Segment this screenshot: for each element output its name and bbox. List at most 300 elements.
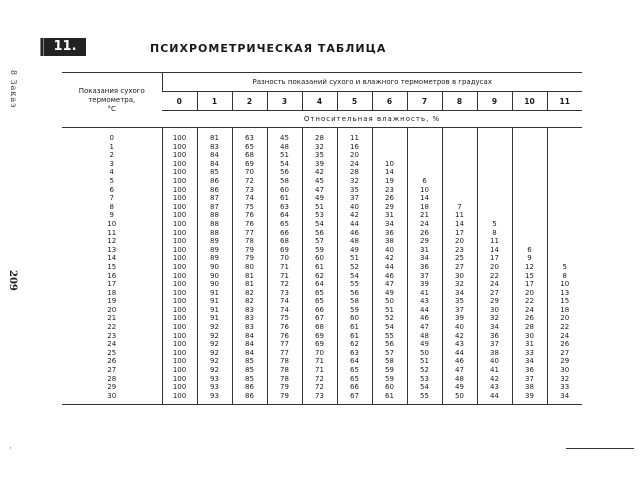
difference-cell: 3 [267,92,302,111]
humidity-cell: 83 [232,323,267,332]
humidity-cell: 50 [442,392,477,405]
humidity-cell: 39 [407,280,442,289]
humidity-cell [547,151,582,160]
humidity-cell: 52 [372,314,407,323]
humidity-cell: 75 [232,203,267,212]
humidity-cell: 56 [267,168,302,177]
humidity-cell: 68 [232,151,267,160]
humidity-cell [512,220,547,229]
humidity-cell: 77 [267,340,302,349]
humidity-cell: 92 [197,323,232,332]
humidity-cell: 75 [267,314,302,323]
humidity-cell: 77 [232,229,267,238]
humidity-cell: 30 [477,306,512,315]
humidity-cell: 90 [197,263,232,272]
humidity-cell: 26 [512,314,547,323]
humidity-cell: 88 [197,211,232,220]
humidity-cell: 90 [197,280,232,289]
dry-thermometer-header [62,73,162,128]
humidity-cell [407,143,442,152]
temperature-cell: 22 [107,323,117,332]
humidity-cell: 51 [407,357,442,366]
difference-cell: 10 [512,92,547,111]
humidity-cell: 49 [407,340,442,349]
humidity-cell: 15 [512,272,547,281]
humidity-cell: 32 [547,375,582,384]
humidity-cell: 57 [302,237,337,246]
humidity-cell [372,143,407,152]
humidity-cell: 89 [197,246,232,255]
humidity-cell: 56 [337,289,372,298]
humidity-cell: 40 [442,323,477,332]
temperature-cell: 24 [107,340,117,349]
humidity-cell: 41 [407,289,442,298]
humidity-cell: 61 [267,194,302,203]
humidity-cell: 6 [407,177,442,186]
table-row [62,314,582,323]
humidity-cell: 42 [477,375,512,384]
humidity-cell: 20 [442,237,477,246]
humidity-cell [477,143,512,152]
humidity-cell: 54 [337,272,372,281]
humidity-cell [547,160,582,169]
humidity-cell: 28 [337,168,372,177]
humidity-cell: 83 [232,306,267,315]
humidity-cell [547,177,582,186]
humidity-cell: 92 [197,366,232,375]
humidity-cell: 100 [162,297,197,306]
humidity-cell: 78 [267,375,302,384]
humidity-cell: 80 [232,263,267,272]
humidity-cell: 76 [267,332,302,341]
humidity-cell: 8 [477,229,512,238]
humidity-cell: 90 [197,272,232,281]
humidity-cell: 56 [302,229,337,238]
humidity-cell: 93 [197,392,232,405]
humidity-cell [477,194,512,203]
humidity-cell: 100 [162,306,197,315]
humidity-cell: 83 [197,143,232,152]
humidity-cell [442,143,477,152]
humidity-cell: 71 [267,263,302,272]
temperature-cell: 19 [107,297,117,306]
humidity-cell: 31 [407,246,442,255]
table-row [62,128,582,143]
humidity-cell: 42 [442,332,477,341]
temperature-cell: 4 [109,168,114,177]
humidity-cell: 56 [372,340,407,349]
humidity-cell: 65 [302,289,337,298]
humidity-cell: 37 [512,375,547,384]
humidity-cell: 100 [162,168,197,177]
humidity-cell: 86 [232,392,267,405]
humidity-cell: 30 [547,366,582,375]
humidity-cell: 85 [232,375,267,384]
humidity-cell: 30 [442,272,477,281]
humidity-cell: 50 [407,349,442,358]
humidity-cell: 44 [477,392,512,405]
humidity-cell: 63 [232,128,267,143]
humidity-cell: 17 [477,254,512,263]
humidity-cell [547,143,582,152]
humidity-cell [407,160,442,169]
table-row [62,220,582,229]
humidity-cell: 11 [442,211,477,220]
humidity-cell: 37 [337,194,372,203]
humidity-cell: 59 [302,246,337,255]
humidity-cell: 74 [232,194,267,203]
humidity-cell: 34 [372,220,407,229]
temperature-cell: 26 [107,357,117,366]
humidity-cell: 54 [407,383,442,392]
humidity-cell [442,151,477,160]
humidity-cell: 40 [477,357,512,366]
humidity-cell: 16 [337,143,372,152]
humidity-cell: 46 [372,272,407,281]
humidity-cell [512,177,547,186]
humidity-cell: 100 [162,220,197,229]
humidity-cell: 53 [407,375,442,384]
table-row [62,332,582,341]
humidity-cell [512,160,547,169]
table-row [62,323,582,332]
humidity-cell [477,128,512,143]
humidity-cell [407,151,442,160]
humidity-cell [547,254,582,263]
table-row [62,357,582,366]
humidity-cell: 84 [232,340,267,349]
humidity-cell: 100 [162,323,197,332]
humidity-cell: 93 [197,375,232,384]
humidity-cell: 70 [267,254,302,263]
humidity-cell: 52 [407,366,442,375]
humidity-cell: 32 [477,314,512,323]
humidity-cell: 57 [372,349,407,358]
humidity-cell: 60 [372,383,407,392]
humidity-cell: 87 [197,203,232,212]
humidity-cell: 76 [232,211,267,220]
humidity-cell: 29 [407,237,442,246]
humidity-cell: 64 [267,211,302,220]
humidity-cell: 73 [267,289,302,298]
humidity-cell: 78 [232,237,267,246]
psychrometric-table [62,72,582,405]
temperature-cell: 9 [109,211,114,220]
humidity-cell: 88 [197,229,232,238]
table-row [62,366,582,375]
humidity-cell: 23 [442,246,477,255]
humidity-cell: 66 [302,306,337,315]
humidity-cell: 45 [302,177,337,186]
humidity-cell [512,211,547,220]
humidity-cell: 100 [162,366,197,375]
humidity-cell [477,151,512,160]
humidity-cell: 72 [267,280,302,289]
humidity-cell: 35 [442,297,477,306]
humidity-cell [547,220,582,229]
humidity-cell: 9 [512,254,547,263]
temperature-cell: 6 [109,185,114,194]
humidity-cell: 49 [442,383,477,392]
humidity-cell [547,229,582,238]
temperature-cell: 30 [62,392,162,405]
temperature-cell: 21 [107,314,117,323]
humidity-cell [477,186,512,195]
humidity-cell: 78 [267,357,302,366]
humidity-cell: 100 [162,314,197,323]
table-row [62,160,582,169]
humidity-cell: 74 [267,297,302,306]
humidity-cell: 91 [197,314,232,323]
table-row [62,151,582,160]
humidity-cell: 38 [372,237,407,246]
humidity-cell: 76 [267,323,302,332]
difference-header: Разность показаний сухого и влажного термометров в градусах [162,73,582,92]
humidity-cell: 24 [337,160,372,169]
humidity-cell: 11 [337,128,372,143]
bottom-mark: ' [10,447,12,454]
humidity-cell: 39 [442,314,477,323]
humidity-cell: 48 [267,143,302,152]
humidity-cell: 100 [162,349,197,358]
humidity-cell: 37 [442,306,477,315]
humidity-cell: 47 [372,280,407,289]
humidity-cell: 14 [442,220,477,229]
humidity-cell: 32 [442,280,477,289]
table-row [62,349,582,358]
humidity-cell: 69 [302,332,337,341]
humidity-cell: 30 [512,332,547,341]
humidity-cell [372,151,407,160]
humidity-cell: 18 [547,306,582,315]
humidity-cell: 47 [302,186,337,195]
table-body [62,128,582,405]
difference-cell: 6 [372,92,407,111]
humidity-cell: 85 [197,168,232,177]
humidity-cell: 79 [267,383,302,392]
humidity-cell: 77 [267,349,302,358]
humidity-cell: 100 [162,357,197,366]
humidity-cell [547,203,582,212]
humidity-cell: 62 [302,272,337,281]
humidity-cell: 20 [337,151,372,160]
humidity-cell: 89 [197,237,232,246]
humidity-cell: 69 [302,340,337,349]
humidity-cell: 73 [232,186,267,195]
humidity-cell: 32 [337,177,372,186]
humidity-cell: 33 [547,383,582,392]
temperature-cell: 5 [109,176,114,185]
humidity-cell: 21 [407,211,442,220]
humidity-cell [512,186,547,195]
difference-cell: 1 [197,92,232,111]
humidity-cell: 43 [442,340,477,349]
humidity-cell: 79 [232,246,267,255]
humidity-cell: 68 [302,323,337,332]
humidity-cell: 65 [267,220,302,229]
humidity-cell: 20 [477,263,512,272]
humidity-cell: 35 [337,186,372,195]
humidity-cell: 61 [337,332,372,341]
humidity-cell: 67 [337,392,372,405]
humidity-cell: 34 [547,392,582,405]
difference-cell: 11 [547,92,582,111]
header-left-line1: Показания сухого [78,86,145,95]
humidity-cell: 76 [232,220,267,229]
humidity-cell: 84 [232,332,267,341]
humidity-cell: 79 [232,254,267,263]
humidity-cell: 100 [162,143,197,152]
temperature-cell: 17 [107,280,117,289]
humidity-cell: 74 [267,306,302,315]
humidity-cell: 100 [162,254,197,263]
humidity-cell: 84 [232,349,267,358]
table-row [62,383,582,392]
humidity-cell: 14 [477,246,512,255]
humidity-cell: 31 [372,211,407,220]
humidity-cell [512,151,547,160]
humidity-cell: 13 [547,289,582,298]
humidity-cell: 22 [547,323,582,332]
humidity-cell: 17 [512,280,547,289]
humidity-cell: 79 [267,392,302,405]
temperature-cell: 23 [107,331,117,340]
humidity-cell: 100 [162,151,197,160]
temperature-cell: 0 [109,134,114,142]
humidity-cell: 27 [547,349,582,358]
temperature-cell: 8 [109,202,114,211]
humidity-cell: 22 [512,297,547,306]
humidity-cell: 40 [372,246,407,255]
humidity-cell: 51 [372,306,407,315]
humidity-cell: 63 [337,349,372,358]
humidity-cell [442,128,477,143]
temperature-cell: 10 [107,219,117,228]
humidity-cell [512,143,547,152]
difference-cell: 5 [337,92,372,111]
humidity-cell: 82 [232,297,267,306]
humidity-cell: 100 [162,177,197,186]
table-row [62,186,582,195]
humidity-cell: 60 [267,186,302,195]
humidity-cell: 93 [197,383,232,392]
temperature-cell: 15 [107,262,117,271]
humidity-cell: 42 [302,168,337,177]
humidity-cell [547,237,582,246]
humidity-cell: 34 [442,289,477,298]
humidity-cell: 34 [407,254,442,263]
humidity-cell: 91 [197,297,232,306]
humidity-cell: 27 [442,263,477,272]
humidity-cell: 100 [162,211,197,220]
humidity-cell: 72 [232,177,267,186]
temperature-cell: 25 [107,348,117,357]
humidity-cell: 67 [302,314,337,323]
humidity-cell: 39 [512,392,547,405]
humidity-cell: 43 [477,383,512,392]
humidity-cell [512,168,547,177]
humidity-cell: 36 [512,366,547,375]
humidity-cell: 33 [512,349,547,358]
humidity-cell: 71 [302,366,337,375]
temperature-cell: 3 [109,159,114,168]
humidity-cell: 58 [267,177,302,186]
humidity-cell: 51 [337,254,372,263]
humidity-cell: 26 [407,229,442,238]
humidity-cell: 84 [197,151,232,160]
humidity-cell: 91 [197,289,232,298]
humidity-cell: 65 [337,366,372,375]
temperature-cell: 7 [109,194,114,203]
humidity-cell: 59 [337,306,372,315]
humidity-cell [372,128,407,143]
humidity-cell: 55 [407,392,442,405]
humidity-cell: 17 [442,229,477,238]
humidity-cell [512,128,547,143]
humidity-cell: 43 [407,297,442,306]
table-number-badge: 11. [40,38,86,56]
humidity-cell: 60 [302,254,337,263]
table-row [62,306,582,315]
humidity-cell: 10 [547,280,582,289]
table-row [62,168,582,177]
humidity-subheader: Относительная влажность, % [162,111,582,128]
humidity-cell: 37 [407,272,442,281]
humidity-cell: 40 [337,203,372,212]
humidity-cell [547,194,582,203]
side-label: 8 Заказ [9,70,18,109]
humidity-cell: 58 [372,357,407,366]
humidity-cell: 85 [232,357,267,366]
humidity-cell: 29 [372,203,407,212]
humidity-cell: 46 [442,357,477,366]
humidity-cell: 72 [302,375,337,384]
humidity-cell [547,186,582,195]
humidity-cell: 15 [547,297,582,306]
humidity-cell: 64 [302,280,337,289]
humidity-cell [547,211,582,220]
humidity-cell: 49 [372,289,407,298]
humidity-cell: 63 [267,203,302,212]
humidity-cell: 34 [477,323,512,332]
humidity-cell: 48 [442,375,477,384]
humidity-cell: 44 [442,349,477,358]
table-row [62,211,582,220]
humidity-cell: 81 [232,272,267,281]
humidity-cell: 32 [302,143,337,152]
humidity-cell [547,128,582,143]
humidity-cell: 7 [442,203,477,212]
humidity-cell: 62 [337,340,372,349]
humidity-cell: 46 [337,229,372,238]
humidity-cell [407,168,442,177]
humidity-cell: 100 [162,280,197,289]
humidity-cell: 24 [512,306,547,315]
humidity-cell: 49 [302,194,337,203]
temperature-cell: 20 [107,305,117,314]
humidity-cell: 61 [337,323,372,332]
temperature-cell: 27 [107,366,117,375]
humidity-cell: 66 [337,383,372,392]
humidity-cell: 100 [162,263,197,272]
temperature-cell: 18 [107,288,117,297]
humidity-cell: 82 [232,289,267,298]
humidity-cell: 65 [302,297,337,306]
humidity-cell: 29 [547,357,582,366]
humidity-cell: 38 [512,383,547,392]
humidity-cell: 36 [477,332,512,341]
humidity-cell: 29 [477,297,512,306]
